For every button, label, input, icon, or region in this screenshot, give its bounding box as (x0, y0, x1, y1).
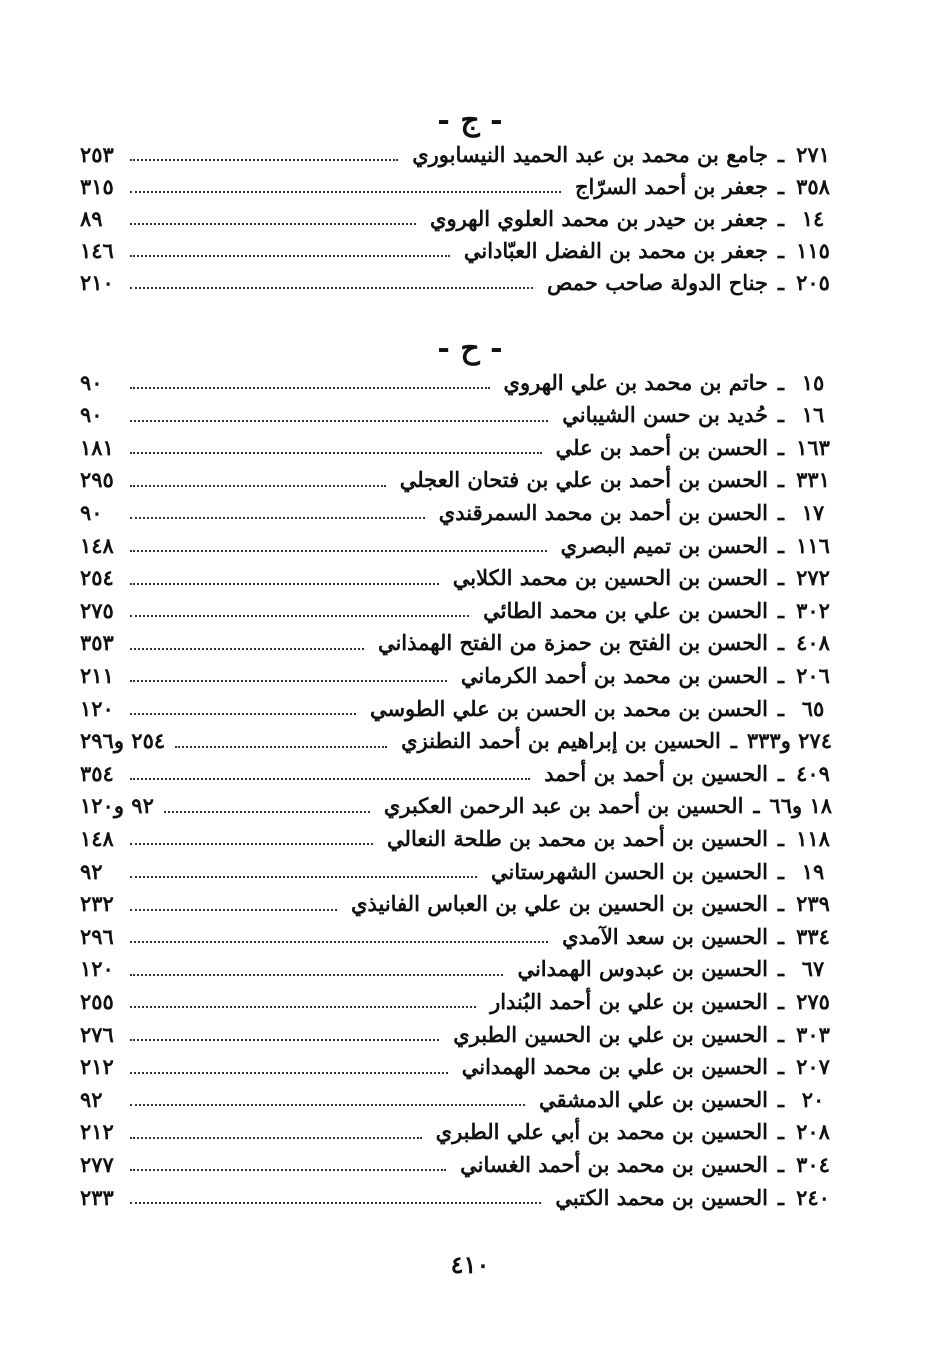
index-entry (80, 138, 832, 170)
index-entry (80, 594, 832, 626)
entry-number: ٢٣٩ (796, 891, 830, 917)
entry-separator: ـ (777, 1086, 785, 1112)
entry-page: ٢٣٢ (80, 891, 114, 917)
entry-separator: ـ (753, 793, 760, 819)
entry-number: ٢٠٨ (796, 1119, 830, 1145)
index-entry (80, 1148, 832, 1180)
entry-page: ٢١٢ (80, 1119, 114, 1145)
index-entry (80, 757, 832, 789)
entry-separator: ـ (777, 369, 785, 395)
entry-page: ٩٠ (80, 369, 103, 395)
entry-number: ٣٠٤ (796, 1151, 830, 1177)
index-entry (80, 464, 832, 496)
entry-name: الحسين بن علي بن الحسين الطبري (453, 1021, 768, 1047)
index-entry (80, 822, 832, 854)
index-entry (80, 399, 832, 431)
entry-number: ١٦ (801, 402, 825, 428)
entry-separator: ـ (777, 662, 785, 688)
entry-separator: ـ (777, 205, 785, 231)
index-entry (80, 234, 832, 266)
dot-leader (130, 648, 364, 650)
entry-separator: ـ (777, 695, 785, 721)
entry-separator: ـ (777, 891, 785, 917)
dot-leader (130, 1039, 439, 1041)
index-entry (80, 170, 832, 202)
entry-page: ٢٥٣ (80, 141, 114, 167)
entry-number: ١٥ (801, 369, 825, 395)
entry-separator: ـ (777, 1184, 785, 1210)
entry-number: ١١٥ (796, 237, 830, 263)
entry-page: ٢٩٦ (80, 923, 114, 949)
entry-separator: ـ (777, 1119, 785, 1145)
dot-leader (130, 159, 398, 161)
index-entry (80, 366, 832, 398)
dot-leader (130, 1137, 422, 1139)
entry-page: ٩٠ (80, 499, 103, 525)
entry-name: الحسين بن سعد الآمدي (562, 923, 768, 949)
entry-number: ١٤ (801, 205, 825, 231)
index-entry (80, 692, 832, 724)
entry-number: ١١٦ (796, 532, 830, 558)
entry-name: جعفر بن أحمد السرّاج (574, 173, 768, 199)
index-entry (80, 202, 832, 234)
index-entry (80, 1181, 832, 1213)
entry-name: الحسين بن الحسن الشهرستاني (490, 858, 768, 884)
index-entry (80, 855, 832, 887)
entry-name: الحسين بن محمد الكتبي (555, 1184, 768, 1210)
entry-name: الحسن بن تميم البصري (560, 532, 768, 558)
entry-page: ٣٥٤ (80, 760, 114, 786)
entry-number: ٢٧٥ (796, 988, 830, 1014)
index-entry (80, 790, 832, 822)
entry-page: ٣٥٣ (80, 630, 114, 656)
entry-name: جامع بن محمد بن عبد الحميد النيسابوري (412, 141, 768, 167)
entry-number: ٢٠٥ (796, 269, 830, 295)
entry-name: الحسن بن الفتح بن حمزة من الفتح الهمذاني (377, 630, 768, 656)
index-entry (80, 953, 832, 985)
entry-number: ٤٠٨ (796, 630, 830, 656)
dot-leader (130, 1202, 541, 1204)
entry-separator: ـ (730, 728, 737, 754)
entry-number: ١٧ (801, 499, 825, 525)
entry-page: ١٤٨ (80, 532, 114, 558)
entry-page: ١٤٦ (80, 237, 114, 263)
entry-name: الحسين بن عبدوس الهمداني (517, 956, 768, 982)
dot-leader (130, 191, 561, 193)
entry-number: ٣٣٤ (796, 923, 830, 949)
entry-page: ٣١٥ (80, 173, 114, 199)
entry-name: حُديد بن حسن الشيباني (562, 402, 768, 428)
entry-separator: ـ (777, 1021, 785, 1047)
entry-separator: ـ (777, 434, 785, 460)
entry-number: ٢٧٤ و٣٣٣ (746, 728, 832, 754)
entry-page: ٩٠ (80, 402, 103, 428)
dot-leader (130, 941, 548, 943)
entry-number: ٦٥ (801, 695, 825, 721)
dot-leader (130, 420, 548, 422)
entry-separator: ـ (777, 1054, 785, 1080)
entry-page: ٢٧٦ (80, 1021, 114, 1047)
entry-number: ٣٥٨ (796, 173, 830, 199)
entry-number: ١٨ و٦٦ (769, 793, 832, 819)
entry-page: ١٤٨ (80, 825, 114, 851)
dot-leader (130, 550, 547, 552)
dot-leader (130, 876, 477, 878)
entry-name: حاتم بن محمد بن علي الهروي (503, 369, 768, 395)
entry-page: ٢٣٣ (80, 1184, 114, 1210)
entry-name: الحسين بن إبراهيم بن أحمد النطنزي (401, 728, 721, 754)
entry-number: ٢٤٠ (796, 1184, 830, 1210)
index-entry (80, 496, 832, 528)
entry-number: ٢٧٢ (796, 565, 830, 591)
index-entry (80, 627, 832, 659)
index-entry (80, 1083, 832, 1115)
entry-separator: ـ (777, 923, 785, 949)
dot-leader (130, 778, 530, 780)
entry-page: ٩٢ (80, 858, 103, 884)
entry-separator: ـ (777, 173, 785, 199)
index-entry (80, 1051, 832, 1083)
entry-separator: ـ (777, 269, 785, 295)
entry-name: الحسين بن أحمد بن عبد الرحمن العكبري (383, 793, 744, 819)
entry-separator: ـ (777, 467, 785, 493)
dot-leader (130, 1104, 525, 1106)
entry-name: الحسين بن محمد بن أحمد الغساني (460, 1151, 768, 1177)
entry-page: ٢٧٧ (80, 1151, 114, 1177)
entry-name: الحسين بن محمد بن أبي علي الطبري (435, 1119, 768, 1145)
dot-leader (130, 485, 386, 487)
entry-separator: ـ (777, 532, 785, 558)
entry-name: جعفر بن حيدر بن محمد العلوي الهروي (430, 205, 768, 231)
entry-separator: ـ (777, 141, 785, 167)
entry-number: ٢٠٦ (796, 662, 830, 688)
entry-page: ٢٧٥ (80, 597, 114, 623)
entry-separator: ـ (777, 956, 785, 982)
entry-number: ١١٨ (796, 825, 830, 851)
dot-leader (130, 1006, 476, 1008)
entry-name: جناح الدولة صاحب حمص (547, 269, 768, 295)
dot-leader (175, 746, 387, 748)
index-entry (80, 725, 832, 757)
dot-leader (130, 974, 503, 976)
entry-page: ٢٩٥ (80, 467, 114, 493)
entry-name: الحسن بن محمد بن أحمد الكرماني (460, 662, 768, 688)
dot-leader (130, 517, 425, 519)
dot-leader (130, 843, 373, 845)
index-entry (80, 529, 832, 561)
dot-leader (130, 583, 439, 585)
entry-number: ٢٠٧ (796, 1054, 830, 1080)
dot-leader (130, 255, 450, 257)
entry-page: ٢٥٥ (80, 988, 114, 1014)
entry-number: ٣٠٢ (796, 597, 830, 623)
entry-page: ١٨١ (80, 434, 114, 460)
entry-separator: ـ (777, 760, 785, 786)
entry-number: ٣٠٣ (796, 1021, 830, 1047)
dot-leader (164, 811, 370, 813)
dot-leader (130, 680, 447, 682)
entry-separator: ـ (777, 988, 785, 1014)
entry-name: جعفر بن محمد بن الفضل العبّاداني (463, 237, 768, 263)
dot-leader (130, 287, 533, 289)
entry-number: ٣٣١ (796, 467, 830, 493)
dot-leader (130, 387, 490, 389)
dot-leader (130, 1169, 446, 1171)
dot-leader (130, 909, 337, 911)
entry-page: ٩٢ و١٢٠ (80, 793, 154, 819)
section-heading-haa: - ح - (437, 331, 503, 366)
index-entry (80, 266, 832, 298)
entry-separator: ـ (777, 402, 785, 428)
entry-name: الحسن بن محمد بن الحسن بن علي الطوسي (369, 695, 768, 721)
entry-page: ١٢٠ (80, 956, 114, 982)
entry-page: ٢٥٤ (80, 565, 114, 591)
entry-page: ٩٢ (80, 1086, 103, 1112)
index-entry (80, 1116, 832, 1148)
dot-leader (130, 615, 469, 617)
index-entry (80, 920, 832, 952)
entry-page: ٢١١ (80, 662, 114, 688)
dot-leader (130, 713, 356, 715)
section-heading-jeem: - ج - (437, 103, 503, 138)
entry-number: ٤٠٩ (796, 760, 830, 786)
entry-number: ١٦٣ (796, 434, 830, 460)
entry-name: الحسين بن علي بن أحمد البُندار (490, 988, 768, 1014)
entry-name: الحسن بن الحسين بن محمد الكلابي (452, 565, 768, 591)
entry-page: ٢٥٤ و٢٩٦ (80, 728, 166, 754)
entry-number: ٢٧١ (796, 141, 830, 167)
entry-number: ٦٧ (801, 956, 825, 982)
entry-name: الحسن بن أحمد بن محمد السمرقندي (438, 499, 768, 525)
entry-separator: ـ (777, 237, 785, 263)
entry-name: الحسين بن أحمد بن أحمد (544, 760, 768, 786)
entry-name: الحسن بن أحمد بن علي (555, 434, 768, 460)
entry-page: ٢١٢ (80, 1054, 114, 1080)
entry-name: الحسين بن علي بن محمد الهمداني (461, 1054, 768, 1080)
page-number: ٤١٠ (450, 1250, 490, 1279)
index-entry (80, 888, 832, 920)
entry-separator: ـ (777, 499, 785, 525)
index-entry (80, 562, 832, 594)
index-entry (80, 659, 832, 691)
entry-name: الحسن بن أحمد بن علي بن فتحان العجلي (399, 467, 768, 493)
entry-page: ١٢٠ (80, 695, 114, 721)
entry-separator: ـ (777, 630, 785, 656)
entry-name: الحسين بن الحسين بن علي بن العباس الفانيذي (351, 891, 768, 917)
entry-name: الحسن بن علي بن محمد الطائي (483, 597, 768, 623)
entry-number: ٢٠ (801, 1086, 825, 1112)
dot-leader (130, 452, 542, 454)
index-entry (80, 431, 832, 463)
entry-separator: ـ (777, 597, 785, 623)
entry-number: ١٩ (801, 858, 825, 884)
entry-page: ٢١٠ (80, 269, 114, 295)
dot-leader (130, 223, 416, 225)
entry-separator: ـ (777, 858, 785, 884)
index-entry (80, 1018, 832, 1050)
entry-name: الحسين بن أحمد بن محمد بن طلحة النعالي (387, 825, 768, 851)
dot-leader (130, 1072, 448, 1074)
index-entry (80, 985, 832, 1017)
entry-separator: ـ (777, 1151, 785, 1177)
entry-separator: ـ (777, 565, 785, 591)
entry-page: ٨٩ (80, 205, 103, 231)
entry-separator: ـ (777, 825, 785, 851)
entry-name: الحسين بن علي الدمشقي (539, 1086, 768, 1112)
